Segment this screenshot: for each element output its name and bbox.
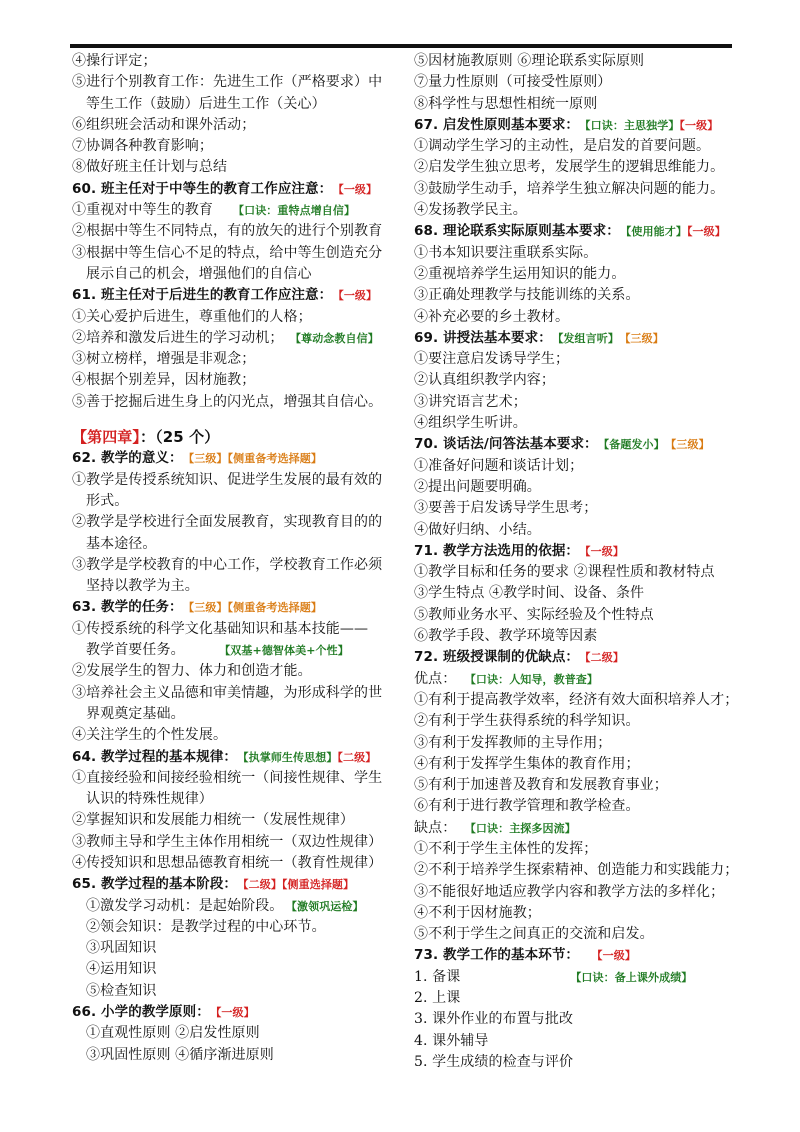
- focus-tag: 【侧重备考选择题】: [227, 601, 322, 615]
- text-line: ④关注学生的个性发展。: [72, 727, 228, 744]
- level-tag: 【一级】: [338, 182, 378, 196]
- text-line: ③不能很好地适应教学内容和教学方法的多样化；: [414, 883, 725, 900]
- text-line: ②教学是学校进行全面发展教育，实现教育目的的: [72, 514, 383, 531]
- pros-label: 优点：: [414, 670, 457, 687]
- text-line: ①要注意启发诱导学生；: [414, 351, 570, 368]
- section-heading-64: [72, 747, 402, 768]
- text-line: ⑦协调各种教育影响；: [72, 138, 213, 155]
- top-rule: [70, 44, 732, 48]
- line-text: 1. 备课: [414, 968, 461, 985]
- section-heading-68: [414, 221, 744, 242]
- text-line: ③鼓励学生动手，培养学生独立解决问题的能力。: [414, 180, 725, 197]
- text-line: ④操行评定；: [72, 53, 157, 69]
- chapter-heading: [72, 427, 402, 448]
- text-line: 4. 课外辅导: [414, 1032, 489, 1049]
- heading-text: 66. 小学的教学原则：: [72, 1004, 210, 1021]
- right-column: [414, 51, 744, 1073]
- heading-text: 63. 教学的任务：: [72, 599, 183, 616]
- text-line: [414, 818, 744, 839]
- level-tag: 【三级】: [188, 601, 228, 615]
- text-line: ③有利于发挥教师的主导作用；: [414, 734, 612, 751]
- heading-text: 65. 教学过程的基本阶段：: [72, 876, 238, 893]
- mnemonic-tag: 【使用能才】: [625, 225, 687, 239]
- text-line: ④运用知识: [86, 961, 157, 978]
- line-text: 教学首要任务。: [86, 642, 185, 659]
- level-tag: 【三级】: [624, 331, 664, 345]
- text-line: ③教师主导和学生主体作用相统一（双边性规律）: [72, 833, 383, 850]
- text-line: ③培养社会主义品德和审美情趣，为形成科学的世: [72, 684, 383, 701]
- text-line: ①直接经验和间接经验相统一（间接性规律、学生: [72, 769, 383, 786]
- text-line: ②认真组织教学内容；: [414, 372, 555, 389]
- level-tag: 【一级】: [686, 225, 726, 239]
- text-line: ④根据个别差异，因材施教；: [72, 372, 256, 389]
- level-tag: 【一级】: [338, 289, 378, 303]
- line-text: ①激发学习动机：是起始阶段。: [86, 897, 284, 914]
- text-line: ②有利于学生获得系统的科学知识。: [414, 713, 640, 730]
- text-line: ③讲究语言艺术；: [414, 393, 527, 410]
- text-line: ①关心爱护后进生，尊重他们的人格；: [72, 308, 312, 325]
- text-line: ⑤因材施教原则 ⑥理论联系实际原则: [414, 53, 645, 69]
- text-line: ①教学目标和任务的要求 ②课程性质和教材特点: [414, 564, 715, 581]
- text-line: ②领会知识：是教学过程的中心环节。: [86, 918, 326, 935]
- text-line: ①书本知识要注重联系实际。: [414, 244, 598, 261]
- text-line: [72, 328, 402, 349]
- mnemonic-tag: 【口诀：备上课外成绩】: [570, 970, 693, 984]
- text-line: 等生工作（鼓励）后进生工作（关心）: [86, 95, 326, 112]
- section-heading-65: [72, 874, 402, 895]
- level-tag: 【一级】: [215, 1006, 255, 1020]
- heading-text: 64. 教学过程的基本规律：: [72, 748, 238, 765]
- section-heading-61: [72, 285, 402, 306]
- chapter-name: 【第四章】: [72, 428, 141, 447]
- text-line: ④发扬教学民主。: [414, 202, 527, 219]
- text-line: 2. 上课: [414, 990, 461, 1007]
- level-tag: 【一级】: [585, 544, 624, 558]
- section-heading-69: [414, 328, 744, 349]
- text-line: 5. 学生成绩的检查与评价: [414, 1053, 574, 1070]
- level-tag: 【一级】: [679, 118, 719, 132]
- section-heading-63: [72, 597, 402, 618]
- heading-text: 70. 谈话法/问答法基本要求：: [414, 436, 598, 453]
- heading-text: 61. 班主任对于后进生的教育工作应注意：: [72, 287, 333, 304]
- focus-tag: 【侧重选择题】: [281, 878, 355, 892]
- level-tag: 【一级】: [597, 949, 636, 963]
- heading-text: 69. 讲授法基本要求：: [414, 329, 552, 346]
- text-line: ③正确处理教学与技能训练的关系。: [414, 287, 640, 304]
- text-line: [414, 669, 744, 690]
- text-line: ⑥有利于进行教学管理和教学检查。: [414, 798, 640, 815]
- left-column: [72, 51, 402, 1066]
- text-line: ④做好归纳、小结。: [414, 521, 541, 538]
- text-line: ②根据中等生不同特点，有的放矢的进行个别教育: [72, 223, 383, 240]
- text-line: ①有利于提高教学效率，经济有效大面积培养人才；: [414, 691, 739, 708]
- line-text: ②培养和激发后进生的学习动机；: [72, 329, 284, 346]
- text-line: ③巩固知识: [86, 940, 157, 957]
- text-line: ⑤教师业务水平、实际经验及个性特点: [414, 606, 654, 623]
- text-line: [72, 200, 402, 221]
- section-heading-71: [414, 541, 744, 562]
- heading-text: 72. 班级授课制的优缺点：: [414, 649, 580, 666]
- text-line: 坚持以教学为主。: [86, 578, 199, 595]
- spacer: [72, 413, 402, 427]
- text-line: ③学生特点 ④教学时间、设备、条件: [414, 585, 645, 602]
- mnemonic-tag: 【双基+德智体美+个性】: [224, 644, 349, 658]
- section-heading-73: [414, 945, 744, 966]
- text-line: ⑥教学手段、教学环境等因素: [414, 628, 598, 645]
- text-line: ①准备好问题和谈话计划；: [414, 457, 584, 474]
- text-line: [414, 967, 744, 988]
- heading-text: 60. 班主任对于中等生的教育工作应注意：: [72, 180, 333, 197]
- text-line: ①直观性原则 ②启发性原则: [86, 1025, 260, 1042]
- section-heading-66: [72, 1002, 402, 1023]
- text-line: ⑧科学性与思想性相统一原则: [414, 95, 598, 112]
- mnemonic-tag: 【发组言听】: [557, 331, 619, 345]
- text-line: 界观奠定基础。: [86, 705, 185, 722]
- text-line: ④组织学生听讲。: [414, 415, 527, 432]
- line-text: ①重视对中等生的教育: [72, 202, 213, 219]
- level-tag: 【三级】: [670, 438, 710, 452]
- text-line: ⑤检查知识: [86, 982, 157, 999]
- level-tag: 【三级】: [188, 452, 228, 466]
- focus-tag: 【侧重备考选择题】: [227, 452, 322, 466]
- text-line: ⑤不利于学生之间真正的交流和启发。: [414, 926, 654, 943]
- text-line: ④有利于发挥学生集体的教育作用；: [414, 755, 640, 772]
- text-line: [72, 896, 402, 917]
- heading-text: 73. 教学工作的基本环节：: [414, 947, 580, 964]
- text-line: 形式。: [86, 492, 129, 509]
- text-line: ③巩固性原则 ④循序渐进原则: [86, 1046, 274, 1063]
- mnemonic-tag: 【激领巩运检】: [291, 899, 364, 913]
- section-heading-70: [414, 434, 744, 455]
- text-line: ④传授知识和思想品德教育相统一（教育性规律）: [72, 854, 383, 871]
- section-heading-62: [72, 448, 402, 469]
- text-line: ②启发学生独立思考，发展学生的逻辑思维能力。: [414, 159, 725, 176]
- text-line: ⑥组织班会活动和课外活动；: [72, 116, 256, 133]
- text-line: ③根据中等生信心不足的特点，给中等生创造充分: [72, 244, 383, 261]
- text-line: ③要善于启发诱导学生思考；: [414, 500, 598, 517]
- heading-text: 71. 教学方法选用的依据：: [414, 542, 580, 559]
- section-heading-60: [72, 179, 402, 200]
- section-heading-72: [414, 647, 744, 668]
- text-line: ④补充必要的乡土教材。: [414, 308, 570, 325]
- text-line: ⑧做好班主任计划与总结: [72, 159, 228, 176]
- text-line: ④不利于因材施教；: [414, 904, 541, 921]
- text-line: [72, 640, 402, 661]
- text-line: ⑦量力性原则（可接受性原则）: [414, 74, 612, 91]
- mnemonic-tag: 【口诀：重特点增自信】: [233, 204, 356, 218]
- heading-text: 67. 启发性原则基本要求：: [414, 116, 580, 133]
- text-line: ①不利于学生主体性的发挥；: [414, 840, 598, 857]
- cons-label: 缺点：: [414, 819, 457, 836]
- text-line: 基本途径。: [86, 535, 157, 552]
- text-line: ⑤有利于加速普及教育和发展教育事业；: [414, 777, 668, 794]
- text-line: ①调动学生学习的主动性，是启发的首要问题。: [414, 138, 711, 155]
- mnemonic-tag: 【备题发小】: [603, 438, 665, 452]
- mnemonic-tag: 【口诀：主思独学】: [585, 118, 680, 132]
- text-line: ②重视培养学生运用知识的能力。: [414, 265, 626, 282]
- text-line: ②发展学生的智力、体力和创造才能。: [72, 663, 312, 680]
- mnemonic-tag: 【口诀：人知导，教普查】: [470, 672, 599, 686]
- text-line: ③树立榜样，增强是非观念；: [72, 351, 256, 368]
- text-line: 3. 课外作业的布置与批改: [414, 1011, 574, 1028]
- level-tag: 【二级】: [585, 651, 624, 665]
- level-tag: 【二级】: [337, 750, 377, 764]
- text-line: ②提出问题要明确。: [414, 478, 541, 495]
- level-tag: 【二级】: [243, 878, 282, 892]
- heading-text: 62. 教学的意义：: [72, 450, 183, 467]
- text-line: ①传授系统的科学文化基础知识和基本技能——: [72, 620, 369, 637]
- heading-text: 68. 理论联系实际原则基本要求：: [414, 223, 620, 240]
- text-line: ②掌握知识和发展能力相统一（发展性规律）: [72, 812, 354, 829]
- text-line: ②不利于培养学生探索精神、创造能力和实践能力；: [414, 862, 739, 879]
- text-line: ①教学是传授系统知识、促进学生发展的最有效的: [72, 471, 383, 488]
- text-line: ⑤善于挖掘后进生身上的闪光点，增强其自信心。: [72, 393, 383, 410]
- section-heading-67: [414, 115, 744, 136]
- text-line: 展示自己的机会，增强他们的自信心: [86, 265, 312, 282]
- mnemonic-tag: 【执掌师生传思想】: [243, 750, 338, 764]
- text-line: 认识的特殊性规律）: [86, 791, 213, 808]
- chapter-count: ：（25 个）: [140, 428, 220, 447]
- mnemonic-tag: 【口诀：主探多因流】: [470, 821, 576, 835]
- text-line: ⑤进行个别教育工作：先进生工作（严格要求）中: [72, 74, 383, 91]
- mnemonic-tag: 【尊动念教自信】: [295, 331, 379, 345]
- text-line: ③教学是学校教育的中心工作，学校教育工作必须: [72, 556, 383, 573]
